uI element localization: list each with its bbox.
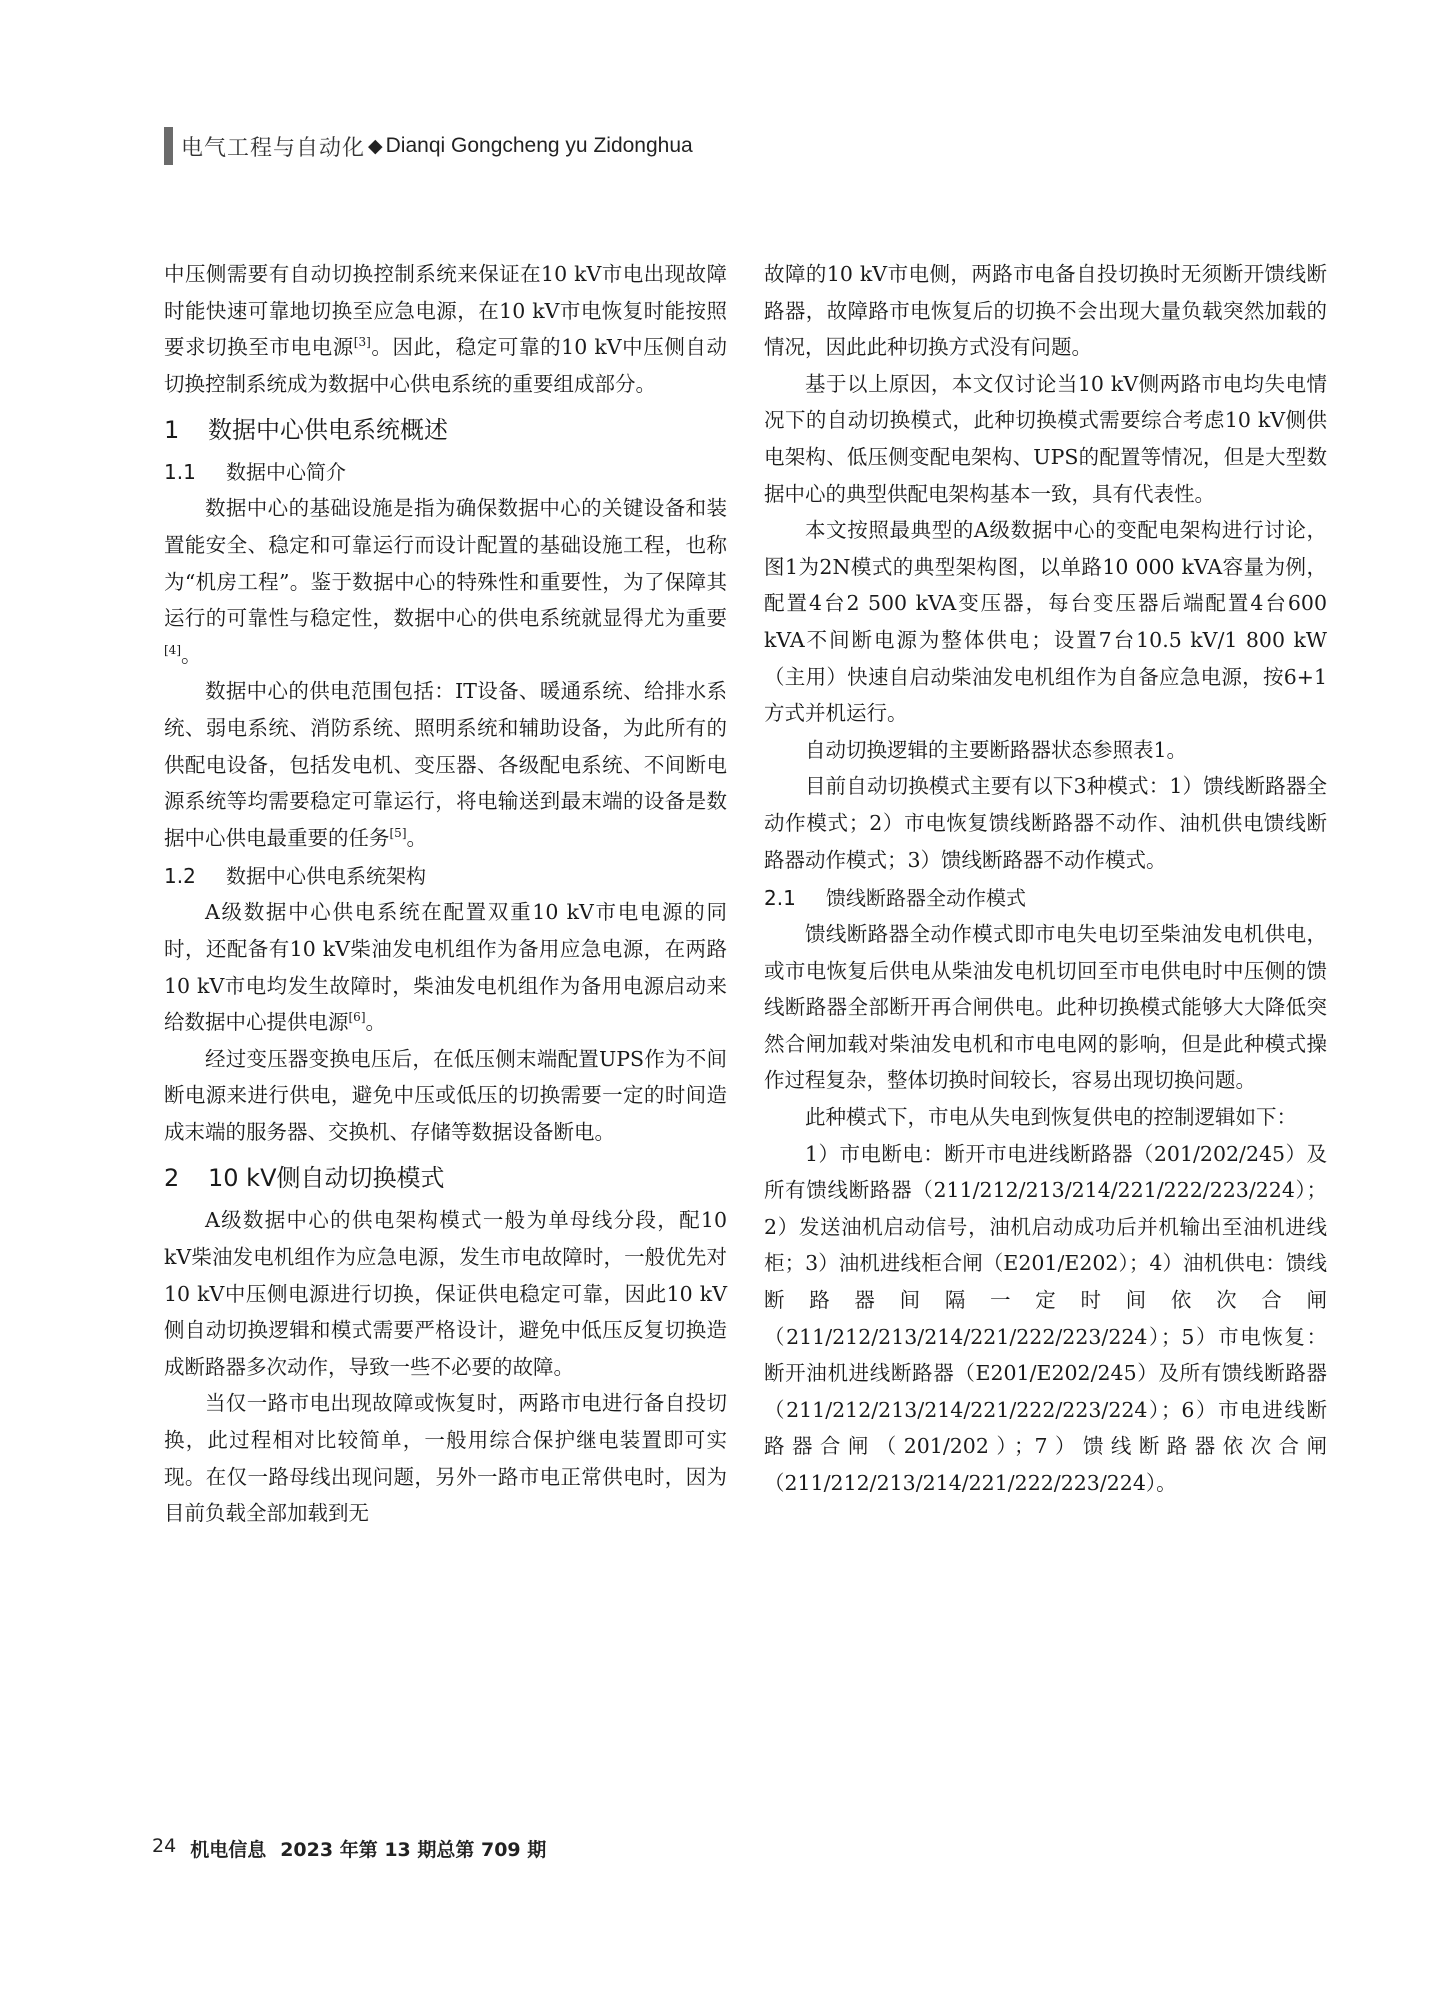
- journal-name-en: Dianqi Gongcheng yu Zidonghua: [385, 134, 693, 157]
- section-heading-1-2: 1.2 数据中心供电系统架构: [164, 864, 426, 889]
- paragraph: A级数据中心供电系统在配置双重10 kV市电电源的同时，还配备有10 kV柴油发电机组作为备用应急电源，在两路10 kV市电均发生故障时，柴油发电机组作为备用电源启动来给数据中心提供电源[6]。: [164, 900, 727, 1035]
- paragraph: 中压侧需要有自动切换控制系统来保证在10 kV市电出现故障时能快速可靠地切换至应急电源，在10 kV市电恢复时能按照要求切换至市电电源[3]。因此，稳定可靠的10 kV中压侧自动切换控制系统成为数据中心供电系统的重要组成部分。: [164, 262, 728, 396]
- page-number: 24: [152, 1835, 177, 1857]
- paragraph: 1）市电断电：断开市电进线断路器（201/202/245）及所有馈线断路器（211/212/213/214/221/222/223/224）；2）发送油机启动信号，油机启动成功后并机输出至油机进线柜；3）油机进线柜合闸（E201/E202）；4）油机供电：馈线断路器间隔一定时间依次合闸（211/212/213/214/221/222/223/224）；5）市电恢复：断开油机进线断路器（E201/E202/245）及所有馈线断路器（211/212/213/214/221/222/223/224）；6）市电进线断路器合闸（201/202）；7）馈线断路器依次合闸（211/212/213/214/221/222/223/224）。: [764, 1141, 1327, 1495]
- section-heading-2: 2 10 kV侧自动切换模式: [164, 1164, 445, 1193]
- paragraph: 目前自动切换模式主要有以下3种模式：1）馈线断路器全动作模式；2）市电恢复馈线断路器不动作、油机供电馈线断路器动作模式；3）馈线断路器不动作模式。: [764, 774, 1327, 872]
- paragraph: 本文按照最典型的A级数据中心的变配电架构进行讨论，图1为2N模式的典型架构图，以单路10 000 kVA容量为例，配置4台2 500 kVA变压器，每台变压器后端配置4台600 kVA不间断电源为整体供电；设置7台10.5 kV/1 800 kW（主用）快速自启动柴油发电机组作为自备应急电源，按6+1方式并机运行。: [764, 518, 1327, 726]
- paragraph: 基于以上原因，本文仅讨论当10 kV侧两路市电均失电情况下的自动切换模式，此种切换模式需要综合考虑10 kV侧供电架构、低压侧变配电架构、UPS的配置等情况，但是大型数据中心的典型供配电架构基本一致，具有代表性。: [764, 371, 1327, 506]
- paragraph: 馈线断路器全动作模式即市电失电切至柴油发电机供电，或市电恢复后供电从柴油发电机切回至市电供电时中压侧的馈线断路器全部断开再合闸供电。此种切换模式能够大大降低突然合闸加载对柴油发电机和市电电网的影响，但是此种模式操作过程复杂，整体切换时间较长，容易出现切换问题。: [764, 922, 1327, 1093]
- footer-journal: 机电信息: [190, 1839, 267, 1861]
- citation: [4]: [164, 642, 181, 657]
- page-footer: [152, 1835, 546, 1862]
- paragraph: 故障的10 kV市电侧，两路市电备自投切换时无须断开馈线断路器，故障路市电恢复后的切换不会出现大量负载突然加载的情况，因此此种切换方式没有问题。: [764, 262, 1327, 360]
- diamond-icon: ◆: [368, 135, 383, 157]
- citation: [3]: [353, 335, 371, 350]
- running-header: [164, 128, 693, 164]
- paragraph: 当仅一路市电出现故障或恢复时，两路市电进行备自投切换，此过程相对比较简单，一般用综合保护继电装置即可实现。在仅一路母线出现问题，另外一路市电正常供电时，因为目前负载全部加载到无: [164, 1391, 727, 1526]
- paragraph: 此种模式下，市电从失电到恢复供电的控制逻辑如下：: [805, 1105, 1297, 1130]
- header-marker-bar: [164, 127, 173, 165]
- paragraph: 数据中心的供电范围包括：IT设备、暖通系统、给排水系统、弱电系统、消防系统、照明系统和辅助设备，为此所有的供配电设备，包括发电机、变压器、各级配电系统、不间断电源系统等均需要稳定可靠运行，将电输送到最末端的设备是数据中心供电最重要的任务[5]。: [164, 679, 727, 850]
- section-heading-1-1: 1.1 数据中心简介: [164, 460, 346, 485]
- section-heading-1: 1 数据中心供电系统概述: [164, 416, 448, 445]
- paragraph: 自动切换逻辑的主要断路器状态参照表1。: [805, 737, 1188, 762]
- citation: [5]: [389, 825, 407, 840]
- section-heading-2-1: 2.1 馈线断路器全动作模式: [764, 886, 1026, 911]
- footer-issue: 2023 年第 13 期总第 709 期: [280, 1839, 547, 1861]
- left-column: [164, 256, 727, 1532]
- journal-name-cn: 电气工程与自动化: [181, 135, 366, 161]
- citation: [6]: [348, 1010, 366, 1025]
- right-column: [764, 256, 1327, 1502]
- paragraph: 经过变压器变换电压后，在低压侧末端配置UPS作为不间断电源来进行供电，避免中压或低压的切换需要一定的时间造成末端的服务器、交换机、存储等数据设备断电。: [164, 1046, 727, 1144]
- paragraph: A级数据中心的供电架构模式一般为单母线分段，配10 kV柴油发电机组作为应急电源，发生市电故障时，一般优先对10 kV中压侧电源进行切换，保证供电稳定可靠，因此10 kV侧自动切换逻辑和模式需要严格设计，避免中低压反复切换造成断路器多次动作，导致一些不必要的故障。: [164, 1208, 727, 1379]
- paragraph: 数据中心的基础设施是指为确保数据中心的关键设备和装置能安全、稳定和可靠运行而设计配置的基础设施工程，也称为“机房工程”。鉴于数据中心的特殊性和重要性，为了保障其运行的可靠性与稳定性，数据中心的供电系统就显得尤为重要[4]。: [164, 496, 727, 667]
